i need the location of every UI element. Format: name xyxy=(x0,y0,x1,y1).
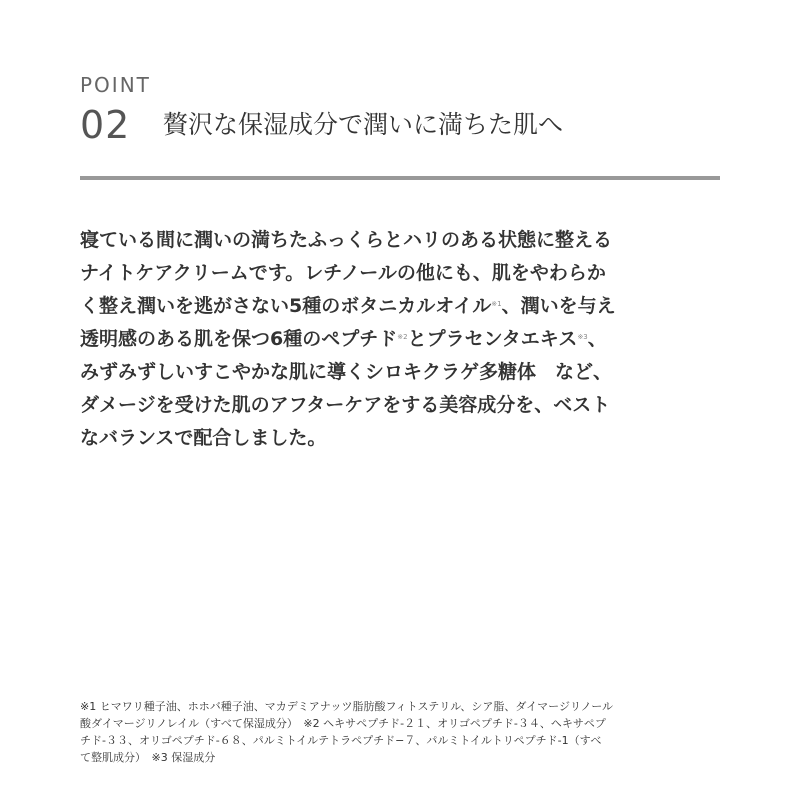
body-text-segment: 、潤いを与え xyxy=(501,295,616,317)
body-text-segment: とプラセンタエキス xyxy=(407,328,578,350)
footnote-marker: ※1 xyxy=(491,300,502,308)
body-text-segment: 透明感のある肌を保つ6種のペプチド xyxy=(80,328,398,350)
footnote-marker: ※3 xyxy=(577,333,588,341)
body-line: ナイトケアクリームです。レチノールの他にも、肌をやわらか xyxy=(80,262,606,284)
body-text-segment: 、 xyxy=(587,328,607,350)
point-number: 02 xyxy=(80,103,131,147)
body-line: みずみずしいすこやかな肌に導くシロキクラゲ多糖体 など、 xyxy=(80,361,613,383)
footnote-line: 酸ダイマージリノレイル（すべて保湿成分） ※2 ヘキサペプチド-２１、オリゴペプチド-３４、ヘキサペプ xyxy=(80,717,606,730)
point-label: POINT xyxy=(80,73,151,97)
headline: 贅沢な保湿成分で潤いに満ちた肌へ xyxy=(163,110,564,139)
body-line: なバランスで配合しました。 xyxy=(80,427,327,449)
body-line: ダメージを受けた肌のアフターケアをする美容成分を、ベスト xyxy=(80,394,611,416)
body-text-segment: く整え潤いを逃がさない5種のボタニカルオイル xyxy=(80,295,492,317)
footnote-marker: ※2 xyxy=(397,333,408,341)
divider xyxy=(80,176,720,180)
footnotes xyxy=(80,698,730,766)
body-line xyxy=(80,323,730,356)
body-line xyxy=(80,290,730,323)
footnote-line: ※1 ヒマワリ種子油、ホホバ種子油、マカデミアナッツ脂肪酸フィトステリル、シア脂、ダイマージリノール xyxy=(80,700,613,713)
footnote-line: て整肌成分） ※3 保湿成分 xyxy=(80,751,216,764)
body-paragraph xyxy=(80,224,730,455)
footnote-line: チド‐３３、オリゴペプチド‐６８、パルミトイルテトラペプチド−７、パルミトイルトリペプチド-1（すべ xyxy=(80,734,602,747)
body-line: 寝ている間に潤いの満ちたふっくらとハリのある状態に整える xyxy=(80,229,613,251)
